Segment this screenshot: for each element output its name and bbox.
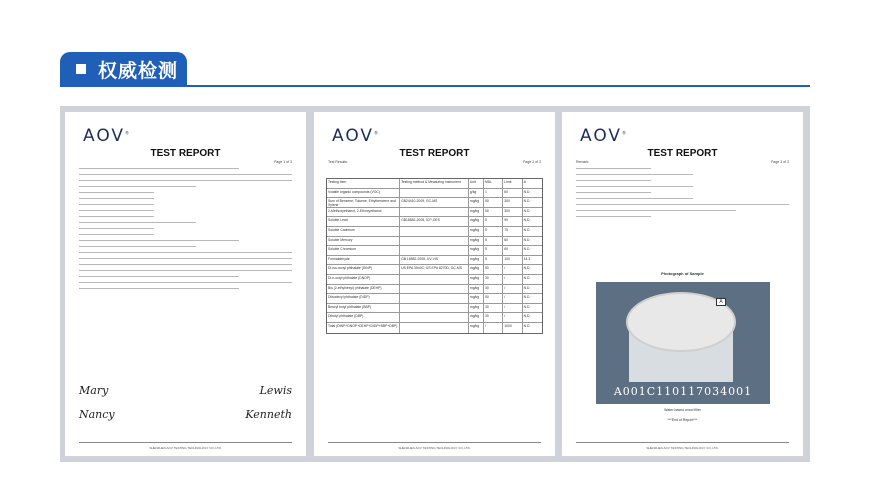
page-number: Page 3 of 3 (771, 160, 789, 164)
table-row (327, 256, 542, 266)
signature: Lewis (259, 384, 292, 397)
table-cell: Soluble Chromium (327, 246, 400, 255)
table-row (327, 323, 542, 333)
table-cell: 50 (484, 208, 503, 217)
signature: Nancy (79, 408, 115, 421)
table-cell: mg/kg (469, 313, 484, 322)
section-header (60, 52, 187, 86)
sample-marker: A (716, 298, 726, 306)
table-cell: N.D. (523, 314, 531, 319)
table-row (327, 246, 542, 256)
table-cell: mg/kg (469, 246, 484, 255)
table-cell: 300 (503, 208, 522, 217)
sample-id-label: A001C110117034001 (613, 385, 753, 398)
table-cell: 100 (503, 256, 522, 265)
table-row (327, 208, 542, 218)
table-cell: N.D. (523, 218, 531, 223)
table-row (327, 217, 542, 227)
table-cell: 300 (503, 198, 522, 207)
table-row (327, 294, 542, 304)
table-cell: mg/kg (469, 285, 484, 294)
table-cell (400, 323, 469, 333)
table-cell: mg/kg (469, 227, 484, 236)
report-title: TEST REPORT (399, 148, 470, 159)
remark-heading: Remark: (576, 160, 590, 164)
table-cell: mg/kg (469, 208, 484, 217)
table-cell: Soluble Mercury (327, 237, 400, 246)
results-table (326, 178, 543, 334)
table-row (327, 198, 542, 208)
signature: Mary (79, 384, 109, 397)
table-cell: 50 (484, 265, 503, 274)
table-cell: 30 (484, 275, 503, 284)
table-cell: Sum of Benzene, Toluene, Ethylbenzene and Xylene (327, 198, 400, 207)
table-cell: 5 (484, 246, 503, 255)
table-cell: 5 (484, 227, 503, 236)
table-cell: 1000 (503, 323, 522, 333)
aov-logo: AOV® (580, 126, 629, 146)
report-title: TEST REPORT (647, 148, 718, 159)
report-footer: SHENZHEN AOV TESTING TECHNOLOGY CO.,LTD. (576, 442, 789, 450)
table-cell: N.D. (523, 227, 531, 232)
square-bullet-icon (76, 64, 86, 74)
table-cell: g/kg (469, 189, 484, 198)
signature: Kenneth (245, 408, 292, 421)
table-cell: 30 (484, 304, 503, 313)
table-cell: / (503, 275, 522, 284)
table-cell: N.D. (523, 266, 531, 271)
table-cell (400, 237, 469, 246)
table-cell: 30 (484, 285, 503, 294)
table-cell: GB24410-2009, GC-MS (400, 198, 469, 207)
table-cell: Diisodecyl phthalate (DIDP) (327, 294, 400, 303)
end-of-report: ***End of Report*** (667, 418, 698, 422)
report-footer: SHENZHEN AOV TESTING TECHNOLOGY CO.,LTD. (79, 442, 292, 450)
table-cell (400, 285, 469, 294)
aov-logo: AOV® (332, 126, 381, 146)
table-cell: 50 (484, 198, 503, 207)
table-cell: Soluble Cadmium (327, 227, 400, 236)
table-cell: US EPA 3540C; US EPA 8270D, GC-MS (400, 265, 469, 274)
table-row (327, 265, 542, 275)
table-cell: Di-n-octyl phthalate (DNOP) (327, 275, 400, 284)
table-cell: 30 (484, 313, 503, 322)
table-cell: / (503, 304, 522, 313)
table-cell: N.D. (523, 247, 531, 252)
table-cell: mg/kg (469, 217, 484, 226)
table-cell: / (503, 285, 522, 294)
table-row (327, 304, 542, 314)
page-number: Page 2 of 3 (523, 160, 541, 164)
header-divider (60, 85, 810, 87)
table-cell (400, 189, 469, 198)
report-body-text (79, 168, 292, 294)
table-cell: 5 (484, 237, 503, 246)
table-row (327, 227, 542, 237)
table-cell (400, 294, 469, 303)
table-cell: 5 (484, 256, 503, 265)
table-cell: mg/kg (469, 275, 484, 284)
table-cell: 75 (503, 227, 522, 236)
table-cell: mg/kg (469, 304, 484, 313)
table-cell: Volatile organic compounds (VOC) (327, 189, 400, 198)
table-cell: Formaldehyde (327, 256, 400, 265)
table-cell: / (503, 294, 522, 303)
table-cell: mg/kg (469, 323, 484, 333)
report-page-3[interactable] (562, 112, 803, 456)
report-title: TEST REPORT (150, 148, 221, 159)
table-cell: / (503, 265, 522, 274)
table-cell (400, 208, 469, 217)
table-cell: 5 (484, 217, 503, 226)
table-cell: N.D. (523, 237, 531, 242)
results-heading: Test Results: (328, 160, 349, 164)
remark-text (576, 168, 789, 222)
table-cell: mg/kg (469, 237, 484, 246)
photo-title: Photograph of Sample (661, 271, 704, 276)
table-row (327, 189, 542, 199)
table-cell: mg/kg (469, 256, 484, 265)
table-cell: MDL (484, 179, 503, 188)
table-cell: 60 (503, 246, 522, 255)
table-cell: Total (DINP+DNOP+DEHP+DIDP+BBP+DBP) (327, 323, 400, 333)
table-cell: 1 (484, 189, 503, 198)
table-cell: 2-Methoxyethanol, 2-Ethoxyethanol (327, 208, 400, 217)
table-cell: GB18582-2008, ICP-OES (400, 217, 469, 226)
table-cell (400, 227, 469, 236)
table-cell: 14.3 (523, 256, 531, 261)
table-cell: GB 18582-2008, UV-VIS (400, 256, 469, 265)
table-cell: Dibutyl phthalate (DBP) (327, 313, 400, 322)
table-cell: 60 (503, 189, 522, 198)
table-cell: Testing Item (327, 179, 400, 188)
table-cell: 50 (484, 294, 503, 303)
table-cell: Di-iso-nonyl phthalate (DINP) (327, 265, 400, 274)
table-cell: N.D. (523, 323, 531, 328)
table-cell: mg/kg (469, 265, 484, 274)
table-cell: 90 (503, 217, 522, 226)
table-cell: Testing method & Measuring instrument (400, 179, 469, 188)
table-cell: / (503, 313, 522, 322)
table-cell: Soluble Lead (327, 217, 400, 226)
table-cell (400, 313, 469, 322)
table-cell: mg/kg (469, 294, 484, 303)
table-cell: mg/kg (469, 198, 484, 207)
table-cell: N.D. (523, 199, 531, 204)
table-cell: / (484, 323, 503, 333)
table-cell: Limit (503, 179, 522, 188)
table-cell (400, 304, 469, 313)
table-cell (400, 246, 469, 255)
aov-logo: AOV® (83, 126, 132, 146)
table-cell: 60 (503, 237, 522, 246)
report-page-1[interactable] (65, 112, 306, 456)
sample-photo (596, 282, 770, 404)
table-row (327, 285, 542, 295)
table-cell: N.D. (523, 208, 531, 213)
table-row (327, 237, 542, 247)
table-cell: Unit (469, 179, 484, 188)
page-number: Page 1 of 3 (274, 160, 292, 164)
table-cell: A (523, 180, 526, 184)
table-cell (400, 275, 469, 284)
table-cell: N.D. (523, 189, 531, 194)
table-cell: N.D. (523, 304, 531, 309)
photo-caption: Water-based wood filler (664, 408, 701, 412)
table-cell: N.D. (523, 295, 531, 300)
table-cell: Benzyl butyl phthalate (BBP) (327, 304, 400, 313)
table-cell: N.D. (523, 275, 531, 280)
report-footer: SHENZHEN AOV TESTING TECHNOLOGY CO.,LTD. (328, 442, 541, 450)
section-title: 权威检测 (98, 60, 179, 82)
table-cell: Bis (2-ethylhexyl) phthalate (DEHP) (327, 285, 400, 294)
table-row (327, 179, 542, 189)
report-page-2[interactable] (314, 112, 555, 456)
table-row (327, 275, 542, 285)
table-row (327, 313, 542, 323)
table-cell: N.D. (523, 285, 531, 290)
